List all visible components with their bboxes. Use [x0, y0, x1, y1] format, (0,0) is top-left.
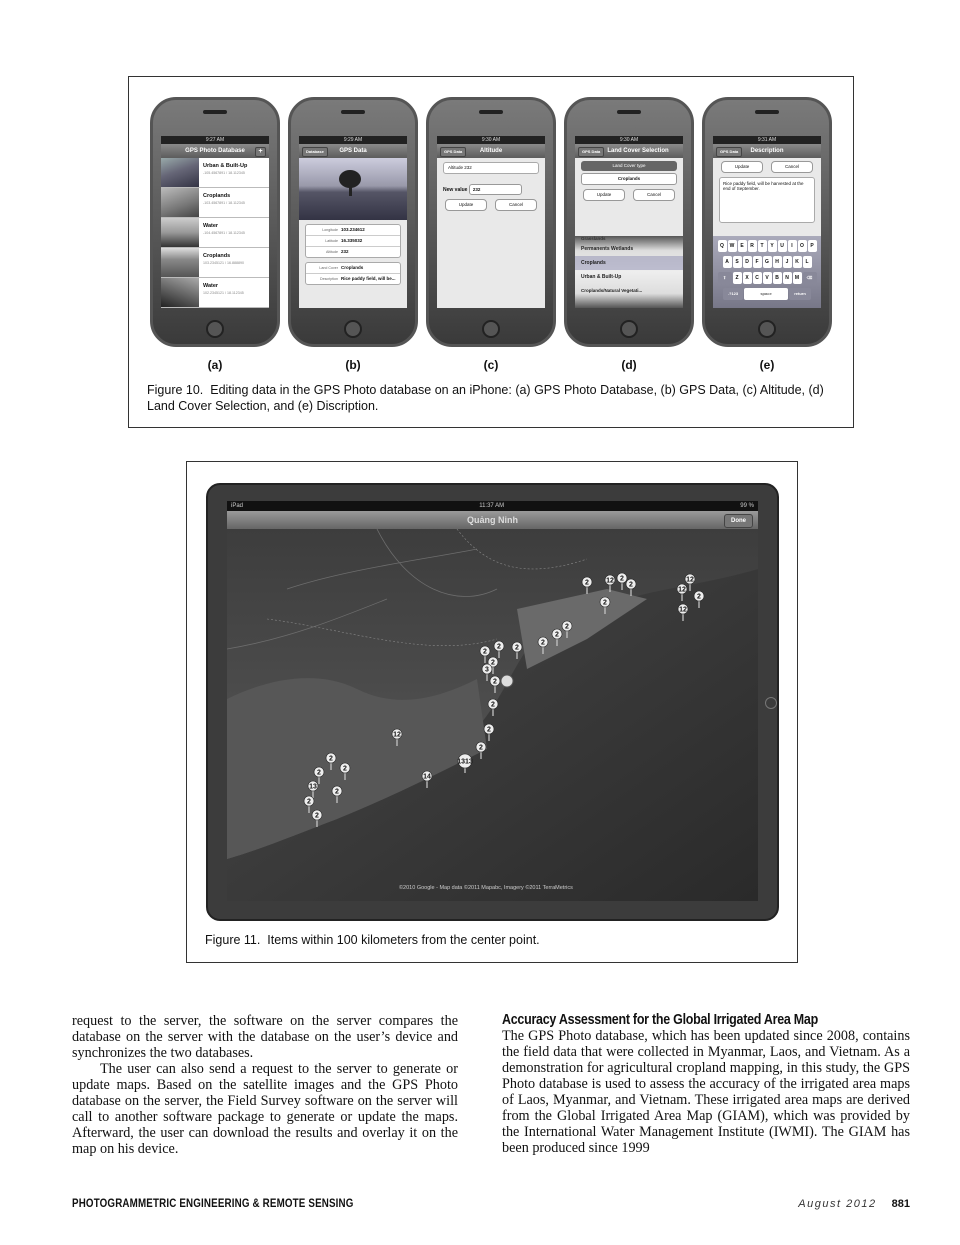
home-button[interactable]: [206, 320, 224, 338]
key[interactable]: E: [738, 240, 747, 252]
home-button[interactable]: [344, 320, 362, 338]
pin-count: 2: [620, 575, 624, 583]
ipad-screen: [227, 501, 758, 901]
issue-date: August 2012: [798, 1198, 877, 1210]
ipad: [206, 483, 779, 921]
status-time: 11:37 AM: [479, 503, 505, 509]
pin-count: 2: [343, 765, 347, 773]
land-cover-picker[interactable]: [575, 236, 683, 308]
pin-count: 1313: [457, 758, 473, 766]
done-button[interactable]: Done: [724, 514, 753, 528]
key[interactable]: G: [763, 256, 772, 268]
key[interactable]: Y: [768, 240, 777, 252]
speaker: [203, 110, 227, 114]
key[interactable]: I: [788, 240, 797, 252]
pin-count: 2: [585, 579, 589, 587]
attributes-card: [305, 262, 401, 285]
land-cover-type-value: Croplands: [581, 173, 677, 185]
pin-count: 2: [629, 581, 633, 589]
caption-prefix: Figure 10.: [147, 383, 204, 397]
key[interactable]: Z: [733, 272, 742, 284]
screen-gps-photo-database: [161, 136, 269, 308]
keyboard[interactable]: [713, 236, 821, 308]
status-time: 9:30 AM: [619, 137, 639, 143]
key[interactable]: T: [758, 240, 767, 252]
list-item[interactable]: Water 102.2345121 / 18.112345: [161, 278, 269, 308]
right-column: [502, 1012, 910, 1156]
thumbnail: [161, 188, 199, 217]
key[interactable]: V: [763, 272, 772, 284]
altitude-row[interactable]: Altitude 232: [326, 249, 349, 254]
key[interactable]: Q: [718, 240, 727, 252]
journal-name: PHOTOGRAMMETRIC ENGINEERING & REMOTE SENSING: [72, 1198, 354, 1210]
screen-altitude: [437, 136, 545, 308]
screen-land-cover-selection: [575, 136, 683, 308]
screen-gps-data: [299, 136, 407, 308]
key[interactable]: S: [733, 256, 742, 268]
pin-count: 2: [479, 744, 483, 752]
keyboard-row: [715, 240, 819, 252]
space-key[interactable]: space: [744, 288, 788, 300]
add-button[interactable]: +: [255, 147, 266, 157]
speaker: [479, 110, 503, 114]
description-textarea[interactable]: Rice paddy field, will be harvested at the end of September.: [719, 177, 815, 223]
pin-count: 13: [309, 783, 317, 791]
list-item[interactable]: Croplands 103.2345121 / 16.888890: [161, 248, 269, 278]
pin-count: 2: [555, 631, 559, 639]
home-button[interactable]: [765, 697, 777, 709]
center-point-marker: [501, 675, 513, 687]
pin-count: 2: [491, 659, 495, 667]
back-button[interactable]: GPS Data: [716, 147, 742, 157]
new-value-label: New value: [443, 186, 468, 193]
pin-count: 2: [497, 643, 501, 651]
iphone-c: [426, 97, 556, 347]
map-attribution: ©2010 Google - Map data ©2011 Mapabc, Imagery ©2011 TerraMetrics: [399, 885, 573, 891]
iphone-b: [288, 97, 418, 347]
picker-option[interactable]: Urban & Built-Up: [581, 274, 622, 280]
pin-count: 2: [315, 812, 319, 820]
nav-title: Description: [750, 148, 784, 154]
pin-count: 2: [493, 678, 497, 686]
key[interactable]: F: [753, 256, 762, 268]
speaker: [617, 110, 641, 114]
list-item[interactable]: Urban & Built-Up -105.4567891 / 18.112345: [161, 158, 269, 188]
pin-count: 12: [678, 586, 686, 594]
status-time: 9:31 AM: [757, 137, 777, 143]
panel-label: (d): [621, 358, 637, 372]
key[interactable]: D: [743, 256, 752, 268]
key[interactable]: X: [743, 272, 752, 284]
pin-count: 2: [541, 639, 545, 647]
pin-count: 2: [565, 623, 569, 631]
pin-count: 2: [603, 599, 607, 607]
panel-label: (a): [207, 358, 223, 372]
page-footer: [798, 1198, 910, 1210]
pin-count: 2: [491, 701, 495, 709]
section-heading: Accuracy Assessment for the Global Irrigated Area Map: [502, 1012, 818, 1028]
paragraph: The user can also send a request to the server to generate or update maps. Based on the satellite images and the GPS Photo database on the server, the Field Survey software on the server will call to another software package to generate or update the maps. Afterward, the user can download the results and overlay it on the map on his device.: [72, 1061, 458, 1157]
thumbnail: [161, 248, 199, 277]
pin-count: 12: [606, 577, 614, 585]
pin-count: 3: [485, 666, 489, 674]
key[interactable]: W: [728, 240, 737, 252]
key[interactable]: B: [773, 272, 782, 284]
land-cover-row[interactable]: Land Cover Croplands: [306, 263, 400, 274]
nav-title: Altitude: [479, 148, 503, 154]
status-time: 9:30 AM: [481, 137, 501, 143]
nav-title: Quảng Ninh: [467, 515, 518, 525]
pin-count: 2: [307, 798, 311, 806]
picker-option[interactable]: Permanents Wetlands: [581, 246, 634, 252]
status-time: 9:27 AM: [205, 137, 225, 143]
status-battery: 99 %: [740, 503, 754, 509]
pin-count: 2: [483, 648, 487, 656]
screen-description: [713, 136, 821, 308]
panel-label: (c): [483, 358, 499, 372]
satellite-map[interactable]: [227, 529, 758, 901]
pin-count: 12: [686, 576, 694, 584]
back-button[interactable]: GPS Data: [440, 147, 466, 157]
pin-count: 2: [515, 644, 519, 652]
key[interactable]: O: [798, 240, 807, 252]
land-cover-type-label: Land Cover type: [581, 161, 677, 171]
new-value-input[interactable]: 232: [469, 184, 522, 195]
key[interactable]: M: [793, 272, 802, 284]
figure-11-caption: Figure 11. Items within 100 kilometers from the center point.: [205, 933, 540, 947]
key[interactable]: C: [753, 272, 762, 284]
return-key[interactable]: return: [789, 288, 811, 300]
figure-10: [128, 76, 854, 428]
current-altitude: Altitude 232: [443, 162, 539, 174]
pin-count: 14: [423, 773, 431, 781]
cancel-button[interactable]: Cancel: [771, 161, 813, 173]
key[interactable]: N: [783, 272, 792, 284]
back-button[interactable]: GPS Data: [578, 147, 604, 157]
pin-count: 2: [697, 593, 701, 601]
paragraph: The GPS Photo database, which has been updated since 2008, contains the field data that were collected in Myanmar, Laos, and Vietnam. As a demonstration for agricultural cropland mapping, in this study, the GPS Photo database is used to assess the accuracy of the irrigated area maps of Laos, Myanmar, and Vietnam. These irrigated area maps are derived from the Global Irrigated Area Map (GIAM), which was provided by the International Water Management Institute (IWMI). The GIAM has been produced since 1999: [502, 1028, 910, 1156]
field-photo: [299, 158, 407, 220]
home-button[interactable]: [620, 320, 638, 338]
delete-key[interactable]: ⌫: [803, 272, 817, 284]
pin-count: 2: [487, 726, 491, 734]
cancel-button[interactable]: Cancel: [633, 189, 675, 201]
keyboard-row: [715, 272, 819, 284]
thumbnail: [161, 278, 199, 307]
thumbnail: [161, 158, 199, 187]
pin-count: 12: [679, 606, 687, 614]
nav-bar: [227, 511, 758, 529]
key[interactable]: P: [808, 240, 817, 252]
numbers-key[interactable]: .?123: [723, 288, 743, 300]
update-button[interactable]: Update: [445, 199, 487, 211]
nav-title: Land Cover Selection: [607, 148, 669, 154]
coordinates-card: Longitude 103.234612 Latitude 16.335032 Altitude 232: [305, 224, 401, 258]
key[interactable]: U: [778, 240, 787, 252]
iphone-e: [702, 97, 832, 347]
pin-count: 2: [329, 755, 333, 763]
back-button[interactable]: Database: [302, 147, 328, 157]
key[interactable]: L: [803, 256, 812, 268]
panel-label: (e): [759, 358, 775, 372]
thumbnail: [161, 218, 199, 247]
paragraph: request to the server, the software on the server compares the database on the server with the database on the user’s device and synchronizes the two databases.: [72, 1013, 458, 1061]
shift-key[interactable]: ⇧: [718, 272, 732, 284]
update-button[interactable]: Update: [583, 189, 625, 201]
caption-text: Editing data in the GPS Photo database on an iPhone: (a) GPS Photo Database, (b) GPS Data, (c) Altitude, (d) Land Cover Selection, and (e) Discription.: [147, 383, 824, 413]
pin-count: 2: [317, 769, 321, 777]
pin-count: 12: [393, 731, 401, 739]
key[interactable]: K: [793, 256, 802, 268]
figure-10-caption: [147, 382, 837, 414]
figure-11: [186, 461, 798, 963]
page-number: 881: [891, 1198, 910, 1210]
update-button[interactable]: Update: [721, 161, 763, 173]
key[interactable]: J: [783, 256, 792, 268]
keyboard-row: [715, 256, 819, 268]
cancel-button[interactable]: Cancel: [495, 199, 537, 211]
picker-option-selected[interactable]: Croplands: [575, 256, 683, 270]
key[interactable]: H: [773, 256, 782, 268]
keyboard-row: [715, 288, 819, 300]
speaker: [755, 110, 779, 114]
panel-label: (b): [345, 358, 361, 372]
home-button[interactable]: [482, 320, 500, 338]
list-item[interactable]: Water -104.4567891 / 18.112345: [161, 218, 269, 248]
list-item[interactable]: Croplands -103.4567891 / 18.112345: [161, 188, 269, 218]
pin-count: 2: [335, 788, 339, 796]
key[interactable]: R: [748, 240, 757, 252]
nav-title: GPS Data: [339, 148, 367, 154]
left-column: [72, 1013, 458, 1157]
description-row[interactable]: Description Rice paddy field, will be...: [320, 276, 396, 281]
speaker: [341, 110, 365, 114]
iphone-d: [564, 97, 694, 347]
home-button[interactable]: [758, 320, 776, 338]
picker-option[interactable]: Grasslands: [581, 236, 606, 241]
status-time: 9:29 AM: [343, 137, 363, 143]
key[interactable]: A: [723, 256, 732, 268]
iphone-a: [150, 97, 280, 347]
picker-option[interactable]: Croplands/Natural Vegetati...: [581, 288, 643, 293]
status-device: iPad: [231, 503, 244, 509]
nav-title: GPS Photo Database: [185, 148, 245, 154]
